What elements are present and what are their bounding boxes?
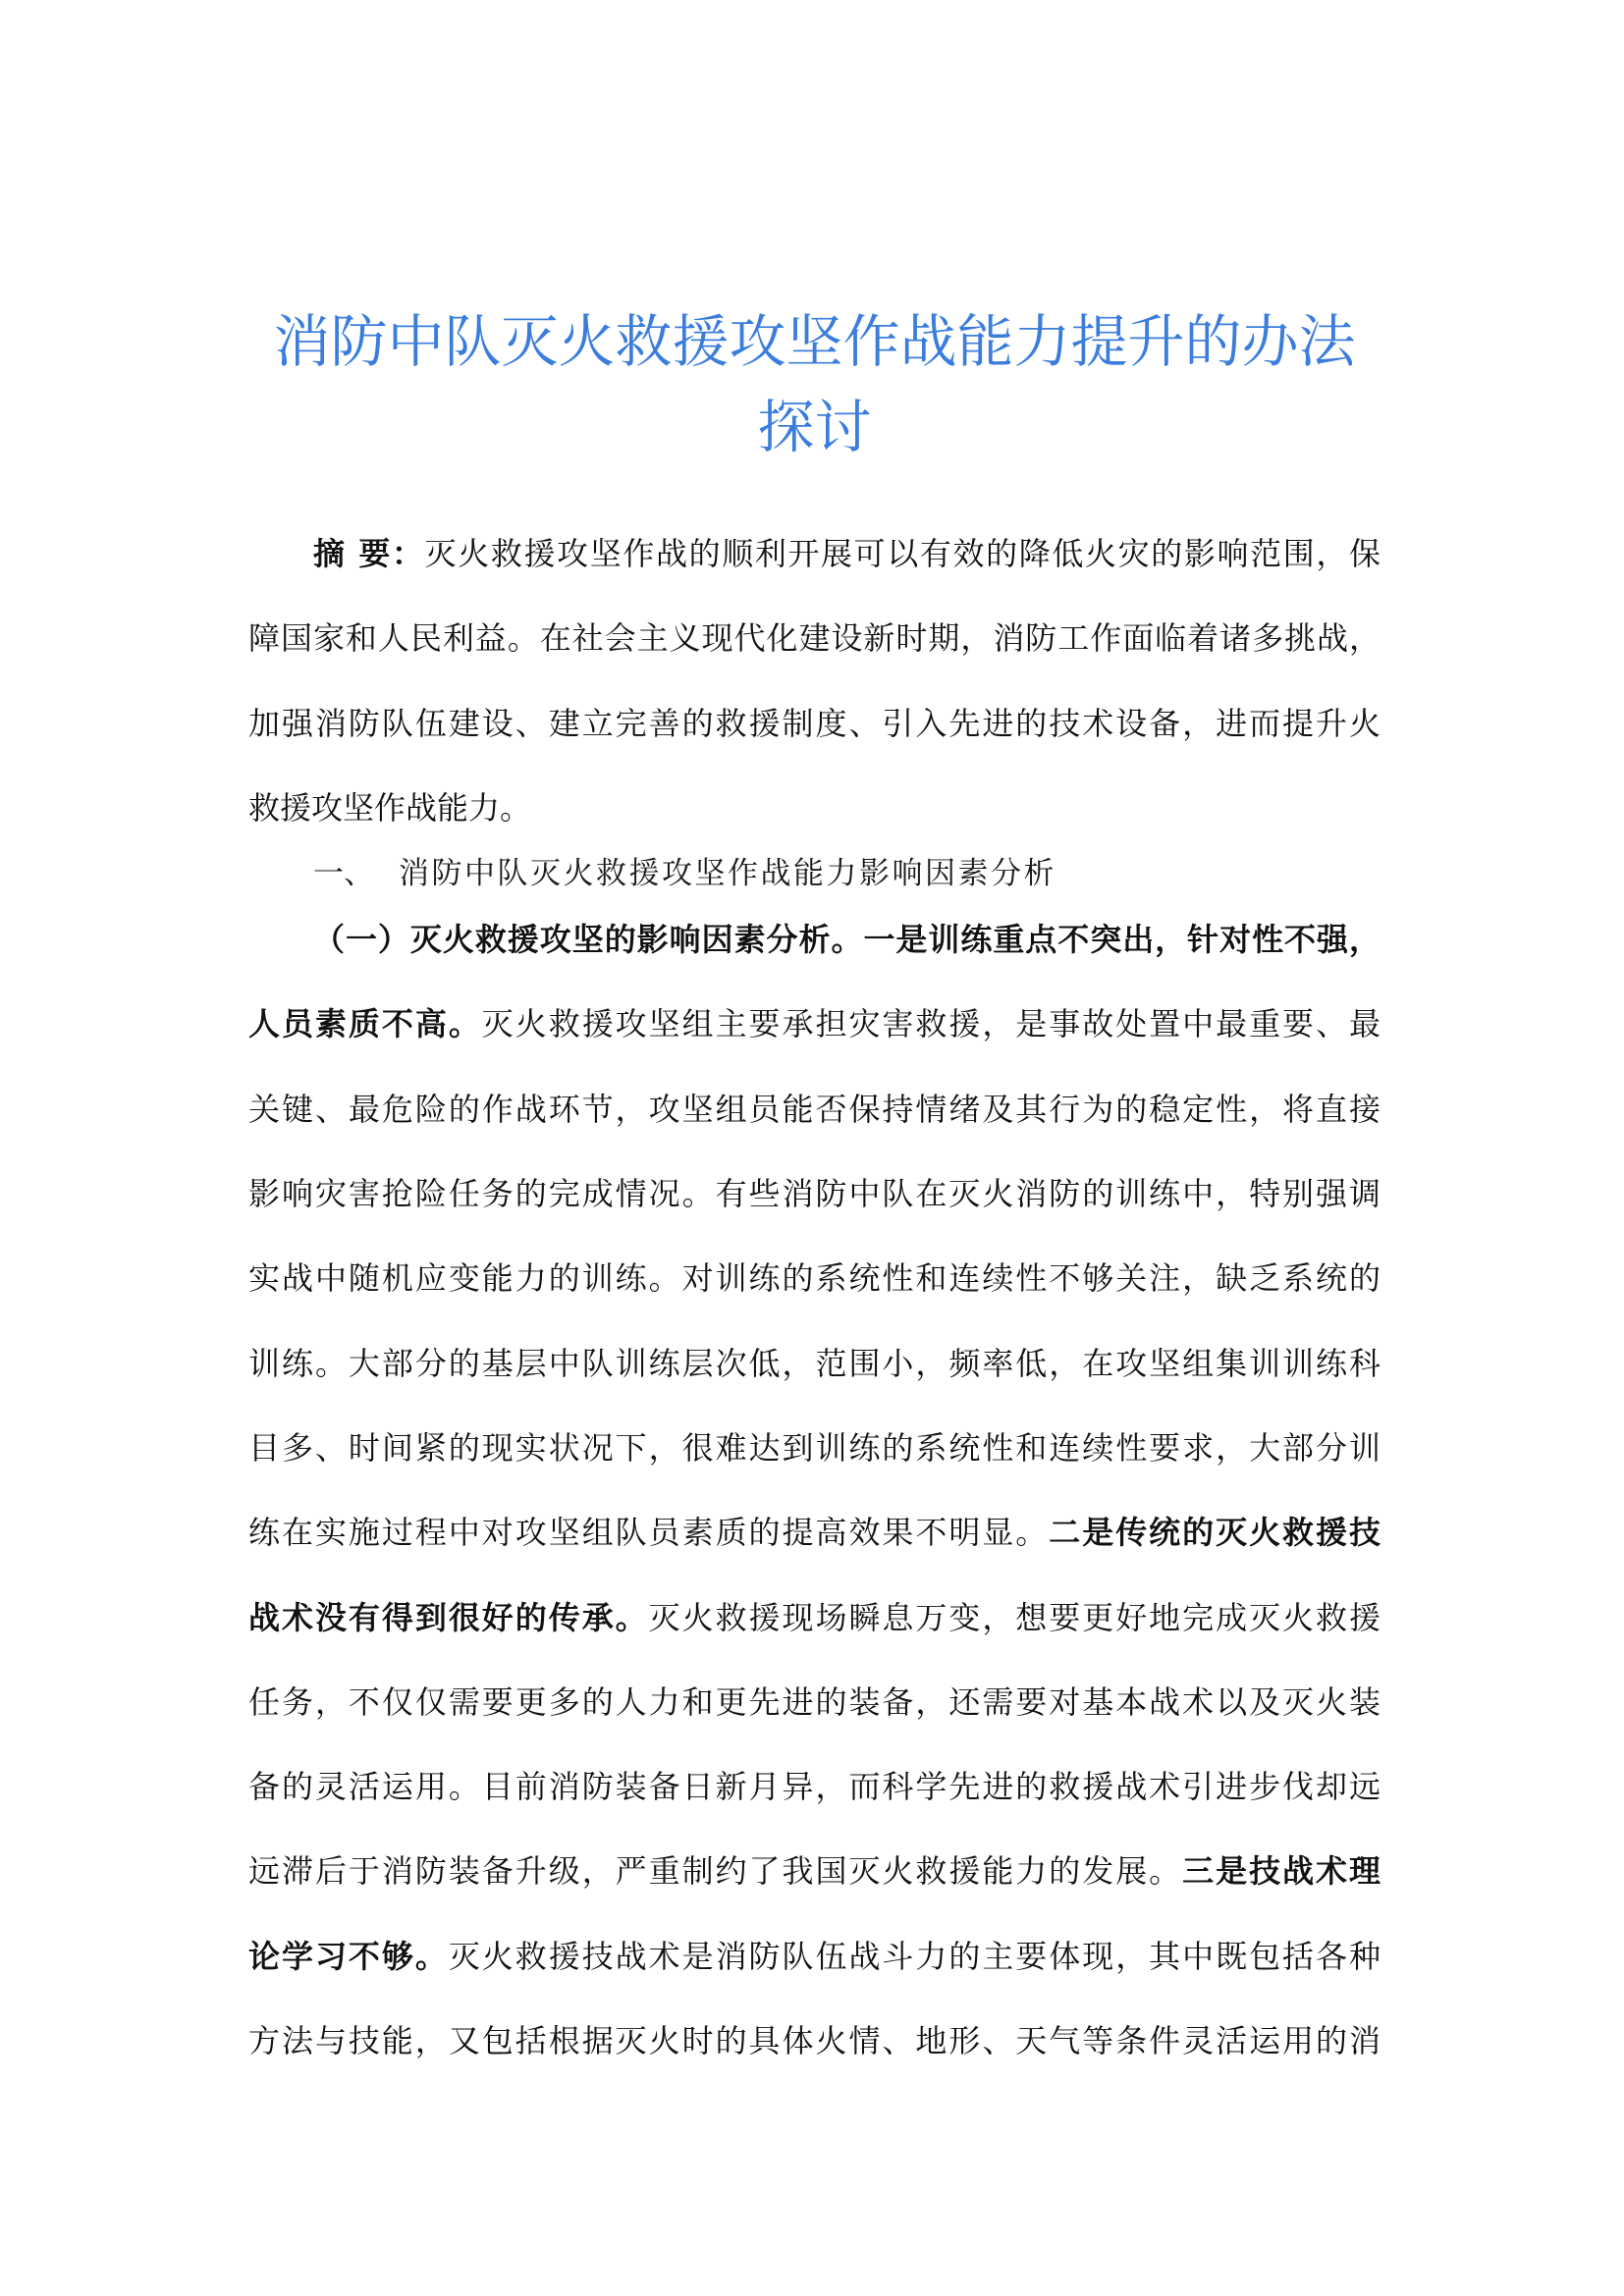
bold-point: 论学习不够。 <box>248 1937 449 1975</box>
paragraph-text: 灭火救援现场瞬息万变，想要更好地完成灭火救援 <box>648 1598 1380 1636</box>
subsection-heading: （一）灭火救援攻坚的影响因素分析。一是训练重点不突出，针对性不强， <box>313 921 1380 959</box>
paragraph-line-1 <box>248 897 1380 982</box>
paragraph-line-11: 备的灵活运用。目前消防装备日新月异，而科学先进的救援战术引进步伐却远 <box>248 1768 1380 1806</box>
bold-point: 人员素质不高。 <box>248 1005 482 1043</box>
paragraph-line-8 <box>248 1490 1380 1575</box>
paragraph-line-4: 影响灾害抢险任务的完成情况。有些消防中队在灭火消防的训练中，特别强调 <box>248 1175 1380 1213</box>
paragraph-line-5: 实战中随机应变能力的训练。对训练的系统性和连续性不够关注，缺乏系统的 <box>248 1259 1380 1298</box>
paragraph-line-3: 关键、最危险的作战环节，攻坚组员能否保持情绪及其行为的稳定性，将直接 <box>248 1090 1380 1128</box>
abstract-line-4: 救援攻坚作战能力。 <box>248 788 532 827</box>
document-body <box>248 511 1380 2083</box>
paragraph-text: 远滞后于消防装备升级，严重制约了我国灭火救援能力的发展。 <box>248 1852 1183 1891</box>
paragraph-text: 灭火救援技战术是消防队伍战斗力的主要体现，其中既包括各种 <box>448 1937 1380 1975</box>
document-page <box>248 0 1380 2296</box>
title-line-1: 消防中队灭火救援攻坚作战能力提升的办法 <box>273 308 1356 375</box>
paragraph-line-14: 方法与技能，又包括根据灭火时的具体火情、地形、天气等条件灵活运用的消 <box>248 2022 1380 2060</box>
paragraph-line-9 <box>248 1575 1380 1660</box>
paragraph-line-12 <box>248 1829 1380 1913</box>
paragraph-line-6: 训练。大部分的基层中队训练层次低，范围小，频率低，在攻坚组集训训练科 <box>248 1344 1380 1382</box>
paragraph-text: 灭火救援攻坚组主要承担灾害救援，是事故处置中最重要、最 <box>481 1005 1380 1043</box>
section-heading-text: 消防中队灭火救援攻坚作战能力影响因素分析 <box>399 856 1056 892</box>
abstract-text: 灭火救援攻坚作战的顺利开展可以有效的降低火灾的影响范围，保 <box>424 535 1380 572</box>
bold-point: 二是传统的灭火救援技 <box>1049 1514 1380 1552</box>
section-number: 一、 <box>313 856 374 892</box>
paragraph-line-2 <box>248 982 1380 1066</box>
paragraph-text: 练在实施过程中对攻坚组队员素质的提高效果不明显。 <box>248 1514 1050 1552</box>
abstract-line-1 <box>248 511 1380 596</box>
bold-point: 战术没有得到很好的传承。 <box>248 1598 649 1636</box>
abstract-label: 摘 要： <box>313 535 425 572</box>
bold-point: 三是技战术理 <box>1182 1852 1380 1891</box>
paragraph-line-7: 目多、时间紧的现实状况下，很难达到训练的系统性和连续性要求，大部分训 <box>248 1428 1380 1467</box>
section-heading <box>248 850 1380 897</box>
abstract-line-3: 加强消防队伍建设、建立完善的救援制度、引入先进的技术设备，进而提升火 <box>248 704 1380 742</box>
paragraph-line-13 <box>248 1914 1380 1999</box>
document-title <box>248 299 1380 470</box>
abstract-line-2: 障国家和人民利益。在社会主义现代化建设新时期，消防工作面临着诸多挑战， <box>248 619 1380 658</box>
title-line-2: 探讨 <box>757 394 872 460</box>
paragraph-line-10: 任务，不仅仅需要更多的人力和更先进的装备，还需要对基本战术以及灭火装 <box>248 1682 1380 1721</box>
